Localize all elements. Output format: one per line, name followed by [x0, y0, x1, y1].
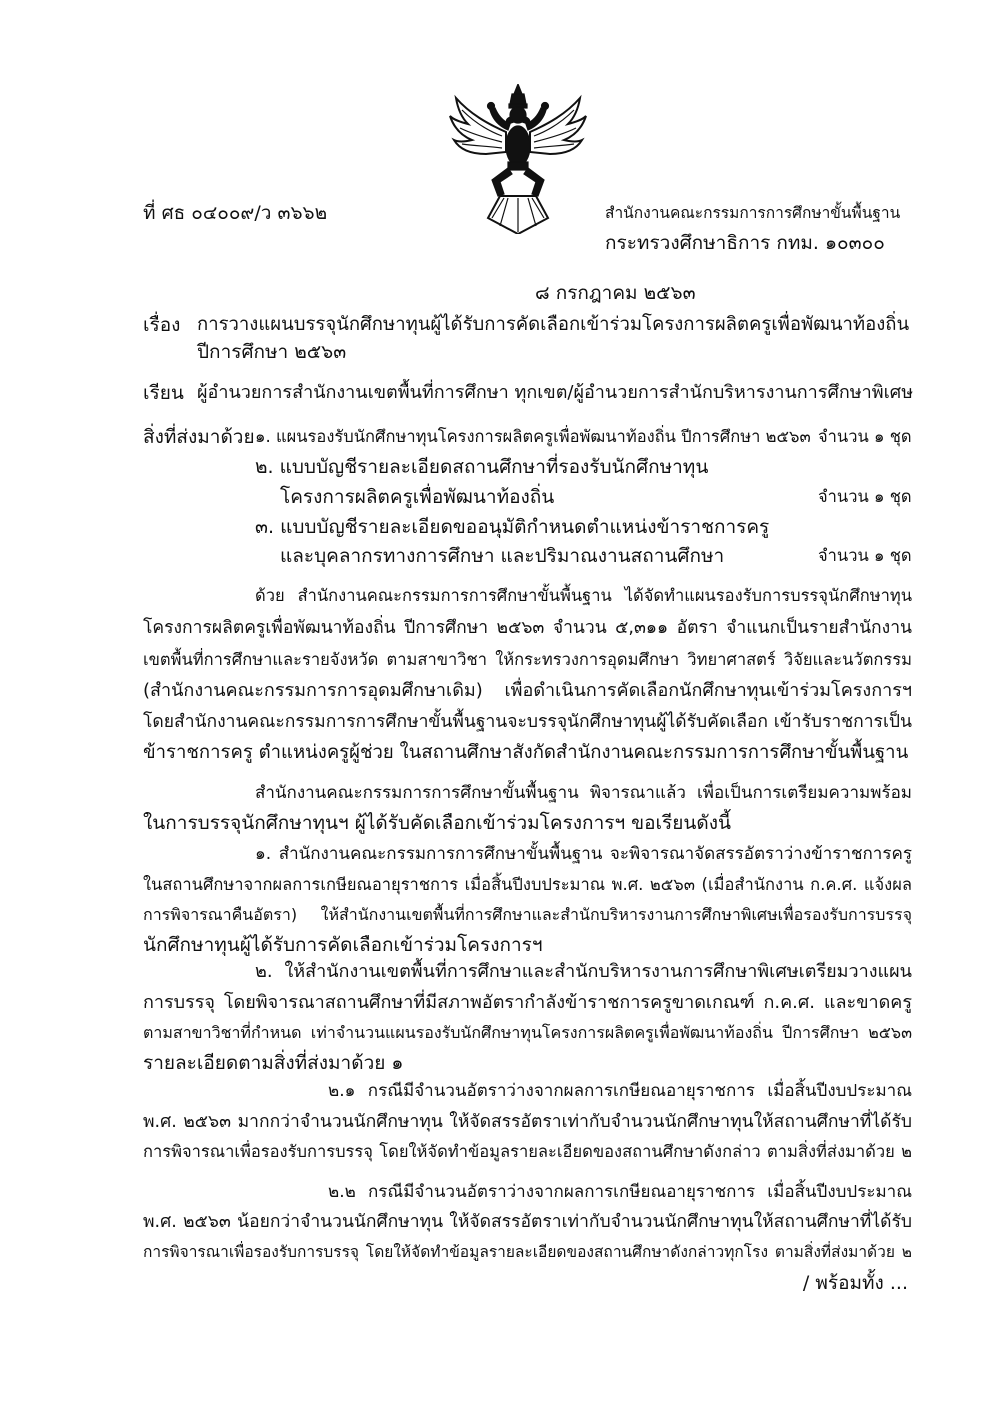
subject-line: ปีการศึกษา ๒๕๖๓: [197, 341, 347, 363]
body-line: พ.ศ. ๒๕๖๓ มากกว่าจำนวนนักศึกษาทุน ให้จัดสรรอัตราเท่ากับจำนวนนักศึกษาทุนให้สถานศึกษาที่ได้รับ: [143, 1112, 912, 1132]
enclosure-item: โครงการผลิตครูเพื่อพัฒนาท้องถิ่น: [280, 486, 555, 508]
enclosure-quantity: จำนวน ๑ ชุด: [818, 546, 912, 565]
office-name: สำนักงานคณะกรรมการการศึกษาขั้นพื้นฐาน: [605, 204, 901, 222]
enclosures-label: สิ่งที่ส่งมาด้วย: [143, 426, 255, 448]
body-line: ๒.๑ กรณีมีจำนวนอัตราว่างจากผลการเกษียณอายุราชการ เมื่อสิ้นปีงบประมาณ: [328, 1081, 912, 1101]
enclosure-item: และบุคลากรทางการศึกษา และปริมาณงานสถานศึกษา: [280, 545, 725, 567]
enclosure-quantity: จำนวน ๑ ชุด: [818, 427, 912, 446]
enclosure-item: ๓. แบบบัญชีรายละเอียดขออนุมัติกำหนดตำแหน่งข้าราชการครู: [255, 516, 770, 538]
body-line: สำนักงานคณะกรรมการการศึกษาขั้นพื้นฐาน พิจารณาแล้ว เพื่อเป็นการเตรียมความพร้อม: [255, 783, 912, 803]
body-line: โครงการผลิตครูเพื่อพัฒนาท้องถิ่น ปีการศึกษา ๒๕๖๓ จำนวน ๕,๓๑๑ อัตรา จำแนกเป็นรายสำนักงาน: [143, 618, 912, 638]
garuda-emblem-icon: [448, 84, 588, 234]
body-line: ข้าราชการครู ตำแหน่งครูผู้ช่วย ในสถานศึกษาสังกัดสำนักงานคณะกรรมการการศึกษาขั้นพื้นฐาน: [143, 742, 909, 763]
enclosure-item: ๒. แบบบัญชีรายละเอียดสถานศึกษาที่รองรับนักศึกษาทุน: [255, 456, 709, 478]
subject-line: การวางแผนบรรจุนักศึกษาทุนผู้ได้รับการคัดเลือกเข้าร่วมโครงการผลิตครูเพื่อพัฒนาท้องถิ่น: [197, 314, 910, 335]
enclosure-quantity: จำนวน ๑ ชุด: [818, 487, 912, 506]
body-line: นักศึกษาทุนผู้ได้รับการคัดเลือกเข้าร่วมโครงการฯ: [143, 934, 543, 956]
office-address: กระทรวงศึกษาธิการ กทม. ๑๐๓๐๐: [605, 232, 885, 254]
body-line: โดยสำนักงานคณะกรรมการการศึกษาขั้นพื้นฐานจะบรรจุนักศึกษาทุนผู้ได้รับคัดเลือก เข้ารับราชการเป็น: [143, 712, 912, 732]
salutation-label: เรียน: [143, 382, 184, 404]
body-line: ๑. สำนักงานคณะกรรมการการศึกษาขั้นพื้นฐาน จะพิจารณาจัดสรรอัตราว่างข้าราชการครู: [255, 844, 912, 864]
body-line: พ.ศ. ๒๕๖๓ น้อยกว่าจำนวนนักศึกษาทุน ให้จัดสรรอัตราเท่ากับจำนวนนักศึกษาทุนให้สถานศึกษาที่ได้รับ: [143, 1212, 912, 1232]
body-line: ๒. ให้สำนักงานเขตพื้นที่การศึกษาและสำนักบริหารงานการศึกษาพิเศษเตรียมวางแผน: [255, 961, 912, 982]
body-line: (สำนักงานคณะกรรมการการอุดมศึกษาเดิม) เพื่อดำเนินการคัดเลือกนักศึกษาทุนเข้าร่วมโครงการฯ: [143, 680, 912, 701]
salutation-text: ผู้อำนวยการสำนักงานเขตพื้นที่การศึกษา ทุกเขต/ผู้อำนวยการสำนักบริหารงานการศึกษาพิเศษ: [197, 382, 914, 403]
body-line: รายละเอียดตามสิ่งที่ส่งมาด้วย ๑: [143, 1052, 404, 1074]
body-line: เขตพื้นที่การศึกษาและรายจังหวัด ตามสาขาวิชา ให้กระทรวงการอุดมศึกษา วิทยาศาสตร์ วิจัยและนวัตกรรม: [143, 650, 912, 669]
body-line: การพิจารณาเพื่อรองรับการบรรจุ โดยให้จัดทำข้อมูลรายละเอียดของสถานศึกษาดังกล่าวทุกโรง ตามสิ่งที่ส่งมาด้วย ๒: [143, 1243, 912, 1261]
body-line: ด้วย สำนักงานคณะกรรมการการศึกษาขั้นพื้นฐาน ได้จัดทำแผนรองรับการบรรจุนักศึกษาทุน: [255, 586, 912, 605]
body-line: การบรรจุ โดยพิจารณาสถานศึกษาที่มีสภาพอัตรากำลังข้าราชการครูขาดเกณฑ์ ก.ค.ศ. และขาดครู: [143, 992, 912, 1013]
body-line: การพิจารณาเพื่อรองรับการบรรจุ โดยให้จัดทำข้อมูลรายละเอียดของสถานศึกษาดังกล่าว ตามสิ่งที่ส่งมาด้วย ๒: [143, 1142, 912, 1161]
continuation-note: / พร้อมทั้ง ...: [802, 1272, 908, 1294]
document-date: ๘ กรกฎาคม ๒๕๖๓: [535, 282, 696, 304]
subject-label: เรื่อง: [143, 314, 181, 336]
enclosure-item: ๑. แผนรองรับนักศึกษาทุนโครงการผลิตครูเพื่อพัฒนาท้องถิ่น ปีการศึกษา ๒๕๖๓: [255, 427, 811, 446]
body-line: การพิจารณาคืนอัตรา) ให้สำนักงานเขตพื้นที่การศึกษาและสำนักบริหารงานการศึกษาพิเศษเพื่อรองรับการบรรจุ: [143, 905, 912, 924]
body-line: ในการบรรจุนักศึกษาทุนฯ ผู้ได้รับคัดเลือกเข้าร่วมโครงการฯ ขอเรียนดังนี้: [143, 812, 731, 834]
body-line: ตามสาขาวิชาที่กำหนด เท่าจำนวนแผนรองรับนักศึกษาทุนโครงการผลิตครูเพื่อพัฒนาท้องถิ่น ปีการศึกษา ๒๕๖๓: [143, 1023, 912, 1042]
reference-number: ที่ ศธ ๐๔๐๐๙/ว ๓๖๖๒: [143, 202, 328, 224]
body-line: ๒.๒ กรณีมีจำนวนอัตราว่างจากผลการเกษียณอายุราชการ เมื่อสิ้นปีงบประมาณ: [328, 1182, 912, 1202]
body-line: ในสถานศึกษาจากผลการเกษียณอายุราชการ เมื่อสิ้นปีงบประมาณ พ.ศ. ๒๕๖๓ (เมื่อสำนักงาน ก.ค.ศ. แจ้งผล: [143, 875, 912, 894]
